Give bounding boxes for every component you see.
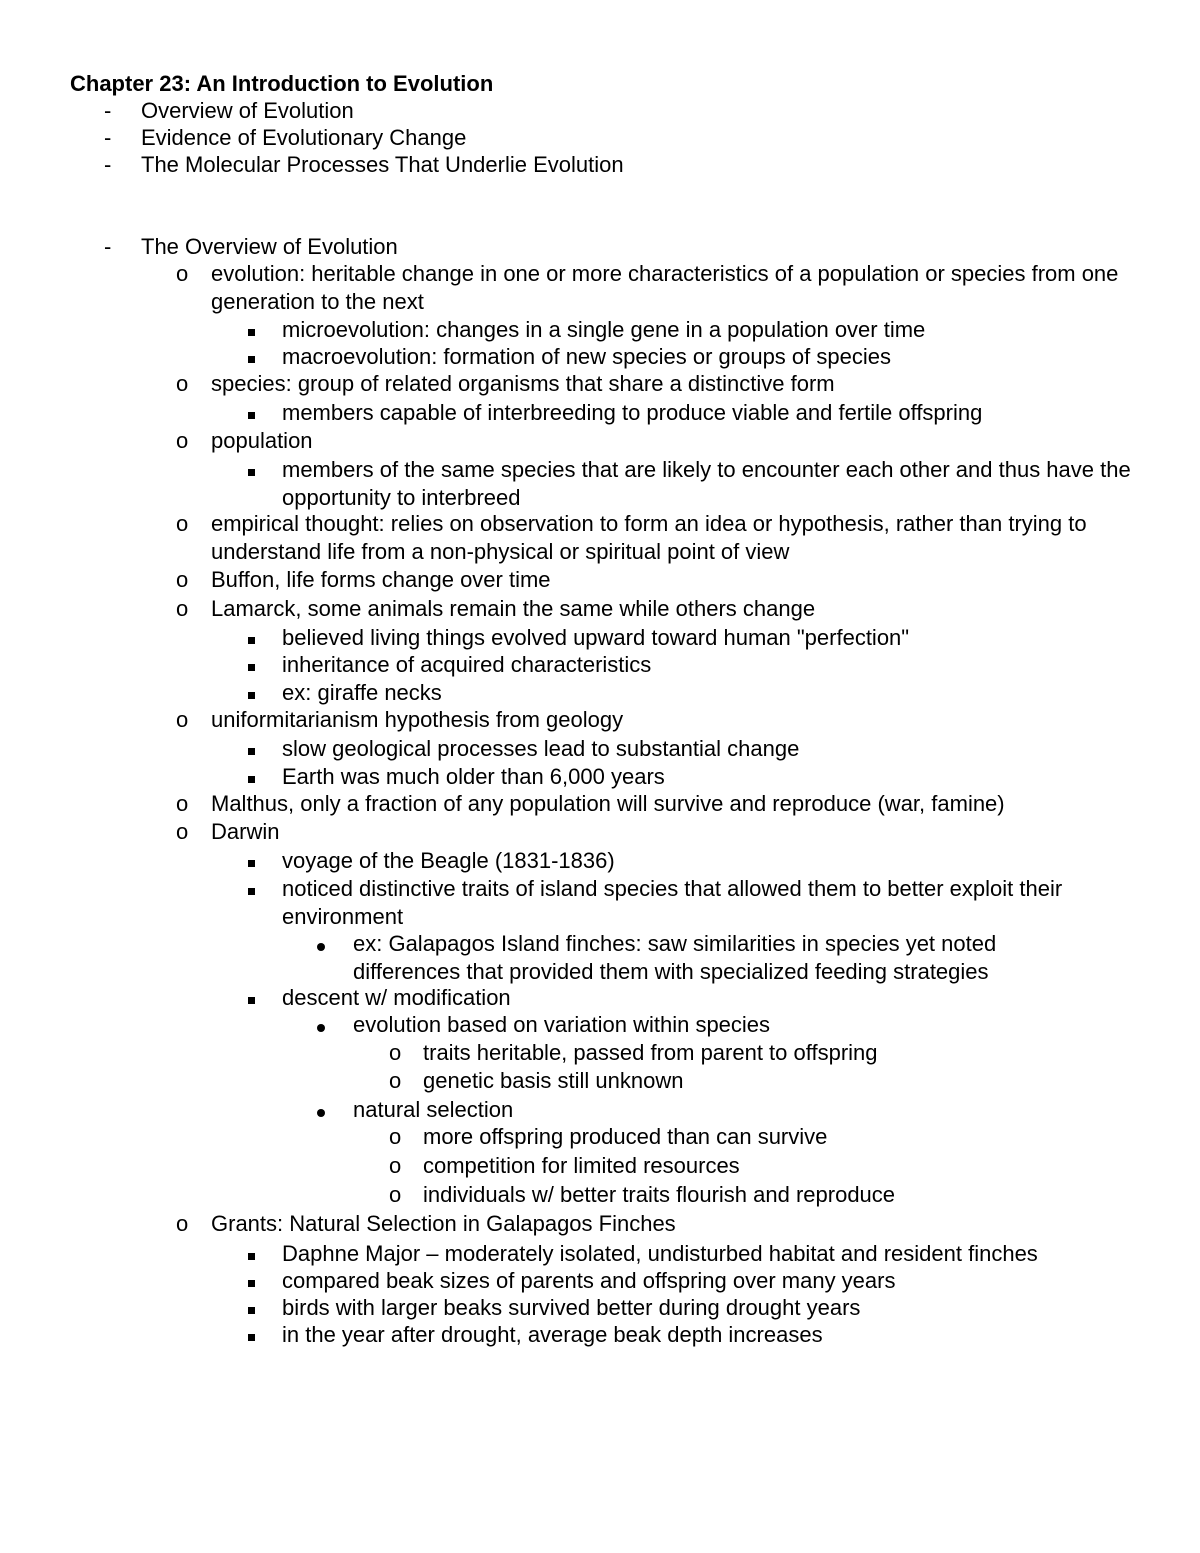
circle-bullet: o xyxy=(176,791,189,816)
outline-item xyxy=(248,735,1132,763)
outline-item xyxy=(248,847,1132,875)
item-text: individuals w/ better traits flourish and reproduce xyxy=(423,1182,896,1207)
outline-item xyxy=(248,651,1132,679)
circle-bullet: o xyxy=(176,596,189,621)
outline-item xyxy=(248,1294,1132,1322)
outline-item xyxy=(176,818,1131,846)
outline-item xyxy=(317,1096,1073,1124)
outline-item xyxy=(248,1321,1132,1349)
item-text: uniformitarianism hypothesis from geology xyxy=(211,707,624,732)
item-text: The Overview of Evolution xyxy=(141,234,398,259)
square-bullet-icon xyxy=(248,1240,255,1268)
circle-bullet: o xyxy=(176,511,189,536)
circle-bullet: o xyxy=(389,1153,402,1178)
circle-bullet: o xyxy=(389,1124,402,1149)
dash-bullet: - xyxy=(104,152,112,177)
circle-bullet: o xyxy=(389,1182,402,1207)
square-bullet-icon xyxy=(248,316,255,344)
dot-bullet-icon xyxy=(317,930,325,958)
outline-item xyxy=(389,1123,1123,1151)
square-bullet-icon xyxy=(248,624,255,652)
square-bullet-icon xyxy=(248,399,255,427)
item-text: members capable of interbreeding to produce viable and fertile offspring xyxy=(282,400,983,425)
item-text: ex: giraffe necks xyxy=(282,680,442,705)
item-text: more offspring produced than can survive xyxy=(423,1124,828,1149)
outline-item xyxy=(176,566,1131,594)
circle-bullet: o xyxy=(389,1068,402,1093)
outline-item xyxy=(248,875,1132,931)
outline-item xyxy=(248,763,1132,791)
outline-item xyxy=(317,1011,1073,1039)
item-text: descent w/ modification xyxy=(282,985,511,1010)
item-text: population xyxy=(211,428,313,453)
chapter-title: Chapter 23: An Introduction to Evolution xyxy=(70,71,494,96)
item-text: Darwin xyxy=(211,819,280,844)
outline-item xyxy=(248,456,1132,512)
outline-item xyxy=(389,1039,1123,1067)
outline-item xyxy=(248,316,1132,344)
outline-item xyxy=(176,790,1131,818)
item-text: ex: Galapagos Island finches: saw similarities in species yet noted differences that provided them with specialized feeding strategies xyxy=(353,931,997,984)
item-text: noticed distinctive traits of island species that allowed them to better exploit their environment xyxy=(282,876,1063,929)
item-text: empirical thought: relies on observation to form an idea or hypothesis, rather than trying to understand life from a non-physical or spiritual point of view xyxy=(211,511,1087,564)
item-text: evolution: heritable change in one or more characteristics of a population or species from one generation to the next xyxy=(211,261,1119,314)
item-text: Grants: Natural Selection in Galapagos Finches xyxy=(211,1211,676,1236)
item-text: Lamarck, some animals remain the same while others change xyxy=(211,596,816,621)
outline-item xyxy=(248,343,1132,371)
square-bullet-icon xyxy=(248,1267,255,1295)
item-text: macroevolution: formation of new species or groups of species xyxy=(282,344,891,369)
dash-bullet: - xyxy=(104,234,112,259)
square-bullet-icon xyxy=(248,984,255,1012)
outline-item xyxy=(176,427,1131,455)
square-bullet-icon xyxy=(248,456,255,484)
circle-bullet: o xyxy=(389,1040,402,1065)
item-text: Daphne Major – moderately isolated, undisturbed habitat and resident finches xyxy=(282,1241,1038,1266)
circle-bullet: o xyxy=(176,261,189,286)
circle-bullet: o xyxy=(176,371,189,396)
dash-bullet: - xyxy=(104,125,112,150)
square-bullet-icon xyxy=(248,651,255,679)
circle-bullet: o xyxy=(176,1211,189,1236)
outline-item xyxy=(389,1181,1123,1209)
outline-item xyxy=(104,151,1141,179)
outline-item xyxy=(104,233,1141,261)
outline-item xyxy=(317,930,1073,986)
square-bullet-icon xyxy=(248,1321,255,1349)
circle-bullet: o xyxy=(176,428,189,453)
item-text: compared beak sizes of parents and offspring over many years xyxy=(282,1268,896,1293)
outline-item xyxy=(248,1267,1132,1295)
item-text: natural selection xyxy=(353,1097,514,1122)
circle-bullet: o xyxy=(176,819,189,844)
outline-item xyxy=(176,1210,1131,1238)
outline-item xyxy=(104,124,1141,152)
outline-item xyxy=(176,595,1131,623)
item-text: The Molecular Processes That Underlie Evolution xyxy=(141,152,624,177)
circle-bullet: o xyxy=(176,707,189,732)
item-text: Earth was much older than 6,000 years xyxy=(282,764,665,789)
outline-item xyxy=(248,1240,1132,1268)
square-bullet-icon xyxy=(248,679,255,707)
circle-bullet: o xyxy=(176,567,189,592)
item-text: Malthus, only a fraction of any population will survive and reproduce (war, famine) xyxy=(211,791,1005,816)
item-text: evolution based on variation within species xyxy=(353,1012,771,1037)
item-text: traits heritable, passed from parent to offspring xyxy=(423,1040,878,1065)
outline-item xyxy=(248,624,1132,652)
square-bullet-icon xyxy=(248,875,255,903)
outline-item xyxy=(176,510,1131,566)
item-text: voyage of the Beagle (1831-1836) xyxy=(282,848,615,873)
square-bullet-icon xyxy=(248,343,255,371)
outline-item xyxy=(104,97,1141,125)
square-bullet-icon xyxy=(248,735,255,763)
square-bullet-icon xyxy=(248,1294,255,1322)
outline-item xyxy=(248,679,1132,707)
item-text: Buffon, life forms change over time xyxy=(211,567,551,592)
item-text: species: group of related organisms that share a distinctive form xyxy=(211,371,835,396)
outline-item xyxy=(389,1152,1123,1180)
square-bullet-icon xyxy=(248,763,255,791)
item-text: Overview of Evolution xyxy=(141,98,354,123)
item-text: in the year after drought, average beak depth increases xyxy=(282,1322,823,1347)
item-text: slow geological processes lead to substantial change xyxy=(282,736,800,761)
item-text: inheritance of acquired characteristics xyxy=(282,652,652,677)
outline-item xyxy=(176,706,1131,734)
item-text: members of the same species that are likely to encounter each other and thus have the opportunity to interbreed xyxy=(282,457,1131,510)
item-text: microevolution: changes in a single gene in a population over time xyxy=(282,317,926,342)
dot-bullet-icon xyxy=(317,1011,325,1039)
dot-bullet-icon xyxy=(317,1096,325,1124)
outline-item xyxy=(176,370,1131,398)
item-text: birds with larger beaks survived better during drought years xyxy=(282,1295,861,1320)
outline-item xyxy=(389,1067,1123,1095)
dash-bullet: - xyxy=(104,98,112,123)
outline-item xyxy=(248,984,1132,1012)
item-text: Evidence of Evolutionary Change xyxy=(141,125,467,150)
outline-item xyxy=(248,399,1132,427)
square-bullet-icon xyxy=(248,847,255,875)
item-text: competition for limited resources xyxy=(423,1153,740,1178)
item-text: genetic basis still unknown xyxy=(423,1068,684,1093)
outline-item xyxy=(176,260,1131,316)
item-text: believed living things evolved upward toward human "perfection" xyxy=(282,625,910,650)
